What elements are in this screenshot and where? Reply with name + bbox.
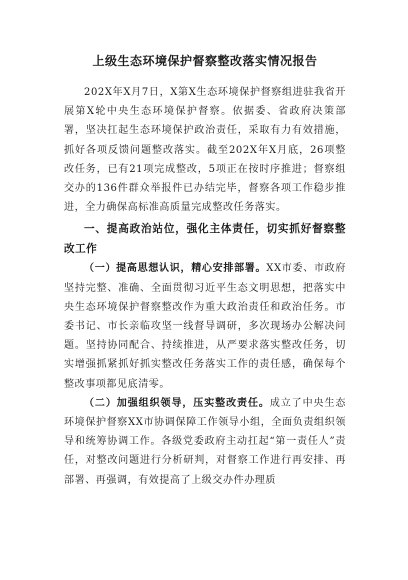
document-title: 上级生态环境保护督察整改落实情况报告 xyxy=(92,54,318,68)
intro-paragraph: 202X年X月7日，X第X生态环境保护督察组进驻我省开展第X轮中央生态环境保护督察。依据委、省政府决策部署，坚决扛起生态环境保护政治责任，采取有力有效措施，抓好各项反馈问题整改落实。截至202X年X月底，26项整改任务，已有21项完成整改，5项正在按时序推进；督察组交办的136件群众举报件已办结完毕，督察各项工作稳步推进，全力确保高标准高质量完成整改任务落实。 xyxy=(64,87,346,214)
subsection-2-body: 成立了中央生态环境保护督察XX市协调保障工作领导小组，全面负责组织领导和统筹协调工作。各级党委政府主动扛起“第一责任人”责任，对整改问题进行分析研判，对督察工作进行再安排、再部署、再强调，有效提高了上级交办件办理质 xyxy=(64,397,346,486)
subsection-2-paragraph xyxy=(64,394,346,490)
subsection-1-body: XX市委、市政府坚持完整、准确、全面贯彻习近平生态文明思想，把落实中央生态环境保护督察整改作为重大政治责任和政治任务。市委书记、市长亲临攻坚一线督导调研，多次现场办公解决问题。坚持协同配合、持续推进，从严要求落实整改任务，切实增强抓紧抓好抓实整改任务落实工作的责任感，确保每个整改事项都见底清零。 xyxy=(64,263,346,390)
subsection-1-heading: （一）提高思想认识，精心安排部署。 xyxy=(84,263,267,275)
section-heading-1: 一、提高政治站位，强化主体责任，切实抓好督察整改工作 xyxy=(64,223,346,256)
document-body xyxy=(64,53,346,490)
subsection-2-heading: （二）加强组织领导，压实整改责任。 xyxy=(84,397,270,409)
subsection-1-paragraph xyxy=(64,259,346,393)
